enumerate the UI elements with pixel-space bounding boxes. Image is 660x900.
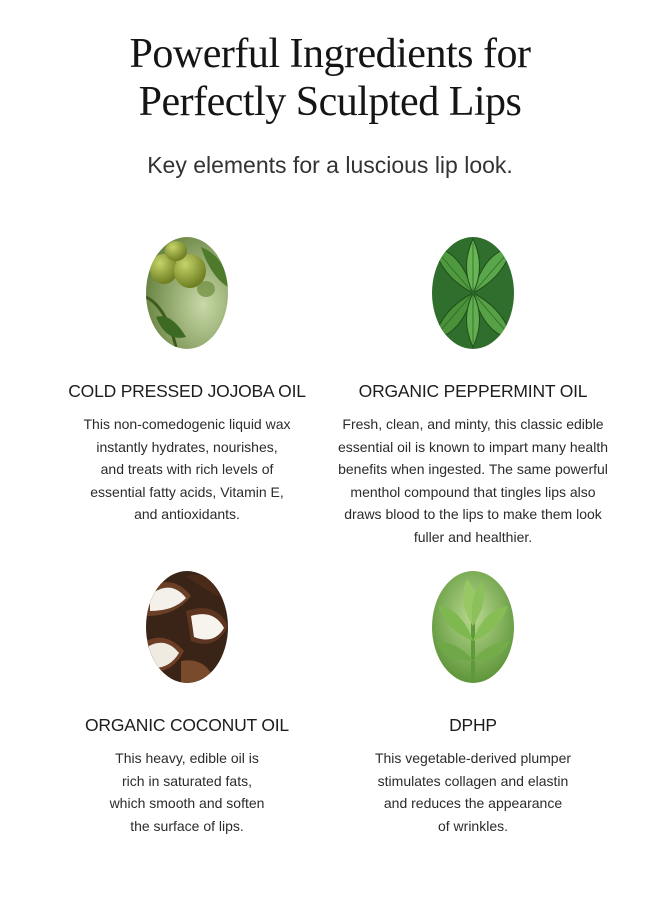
- description-line: and antioxidants.: [134, 506, 240, 522]
- ingredient-name: DPHP: [449, 715, 497, 735]
- title-line-2: Perfectly Sculpted Lips: [138, 79, 522, 125]
- description-line: This heavy, edible oil is: [115, 750, 259, 766]
- ingredient-description: [323, 747, 623, 837]
- description-line: rich in saturated fats,: [122, 772, 252, 789]
- ingredient-description: [323, 413, 623, 548]
- description-line: of wrinkles.: [437, 817, 509, 834]
- ingredient-name: COLD PRESSED JOJOBA OIL: [68, 381, 306, 401]
- description-line: essential oil is known to impart many health: [337, 438, 609, 455]
- page-subtitle: Key elements for a luscious lip look.: [147, 152, 513, 178]
- description-line: This vegetable-derived plumper: [374, 750, 572, 766]
- description-line: the surface of lips.: [130, 817, 244, 834]
- description-line: fuller and healthier.: [413, 528, 533, 545]
- ingredient-name: ORGANIC COCONUT OIL: [85, 715, 289, 735]
- description-line: essential fatty acids, Vitamin E,: [90, 483, 284, 500]
- description-line: draws blood to the lips to make them look: [344, 506, 602, 522]
- description-line: and treats with rich levels of: [100, 461, 274, 477]
- ingredient-description: [37, 747, 337, 837]
- description-line: benefits when ingested. The same powerful: [338, 461, 608, 477]
- page-title: [0, 30, 660, 126]
- description-line: which smooth and soften: [109, 795, 265, 811]
- peppermint-leaves-image: [432, 237, 514, 349]
- title-line-1: Powerful Ingredients for: [129, 31, 531, 77]
- ingredient-description: [37, 413, 337, 526]
- jojoba-fruit-image: [146, 237, 228, 349]
- description-line: stimulates collagen and elastin: [377, 772, 569, 789]
- description-line: This non-comedogenic liquid wax: [83, 416, 291, 432]
- coconut-pieces-image: [146, 571, 228, 683]
- description-line: instantly hydrates, nourishes,: [96, 438, 278, 455]
- green-plant-image: [432, 571, 514, 683]
- description-line: Fresh, clean, and minty, this classic edible: [342, 416, 604, 432]
- description-line: menthol compound that tingles lips also: [350, 483, 596, 500]
- description-line: and reduces the appearance: [383, 795, 563, 811]
- ingredient-name: ORGANIC PEPPERMINT OIL: [358, 381, 588, 401]
